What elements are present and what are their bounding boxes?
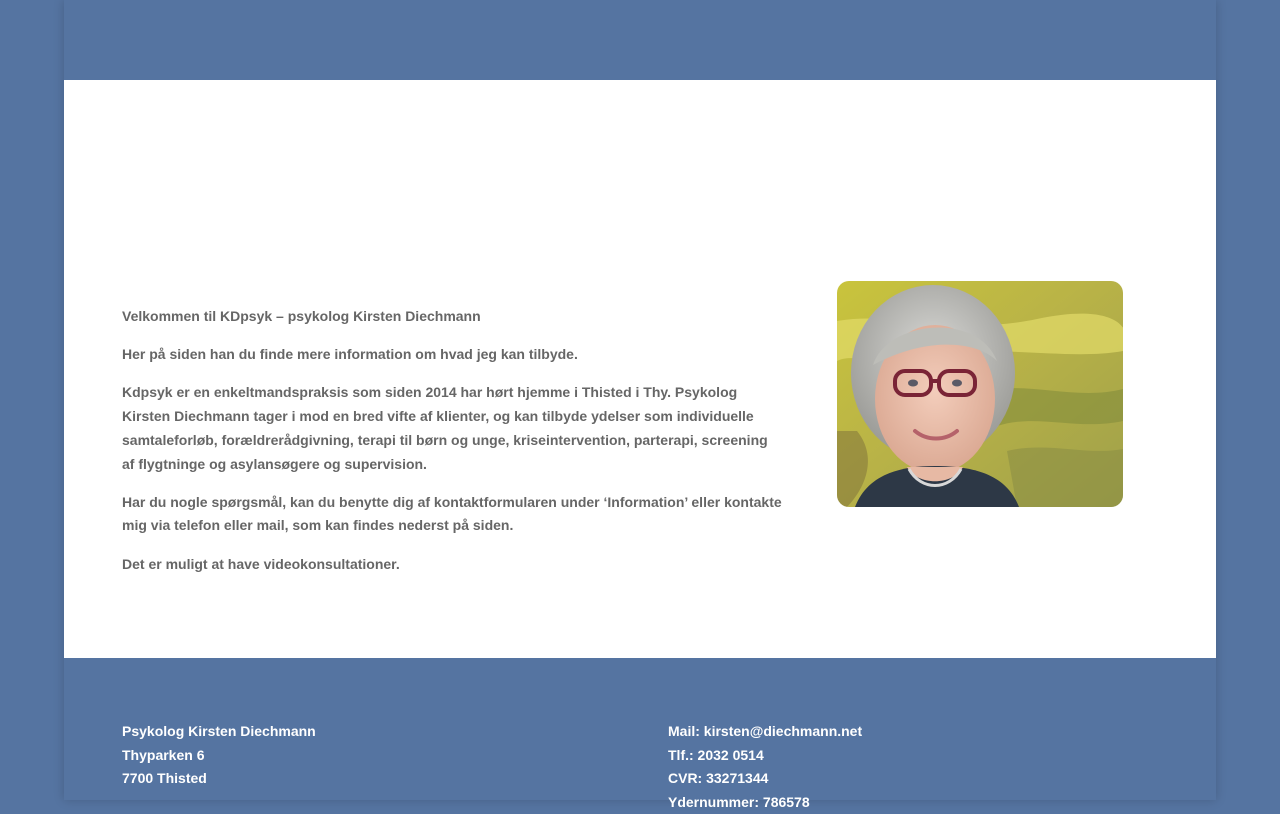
footer-cvr: CVR: 33271344 [668,767,862,791]
site-header [64,0,1216,80]
footer-city: 7700 Thisted [122,767,316,791]
site-footer [64,658,1216,800]
footer-email-link[interactable]: Mail: kirsten@diechmann.net [668,720,862,744]
intro-paragraph: Her på siden han du finde mere information om hvad jeg kan tilbyde. [122,343,782,367]
video-consultation-note: Det er muligt at have videokonsultationer. [122,553,782,577]
footer-address [122,720,316,791]
practice-description: Kdpsyk er en enkeltmandspraksis som siden 2014 har hørt hjemme i Thisted i Thy. Psykolog Kirsten Diechmann tager i mod en bred vifte af klienter, og kan tilbyde ydelser som individuelle samtaleforløb, forældrerådgivning, terapi til børn og unge, kriseintervention, parterapi, screening af flygtninge og asylansøgere og supervision. [122,381,782,476]
welcome-heading: Velkommen til KDpsyk – psykolog Kirsten Diechmann [122,305,782,329]
page-container [64,0,1216,800]
portrait-image [837,281,1123,507]
footer-practice-name: Psykolog Kirsten Diechmann [122,720,316,744]
contact-paragraph: Har du nogle spørgsmål, kan du benytte dig af kontaktformularen under ‘Information’ eller kontakte mig via telefon eller mail, som kan findes nederst på siden. [122,491,782,538]
portrait-photo [837,281,1123,507]
intro-text [122,305,782,591]
main-content [64,80,1216,658]
footer-ydernummer: Ydernummer: 786578 [668,791,862,814]
footer-phone: Tlf.: 2032 0514 [668,744,862,768]
footer-street: Thyparken 6 [122,744,316,768]
